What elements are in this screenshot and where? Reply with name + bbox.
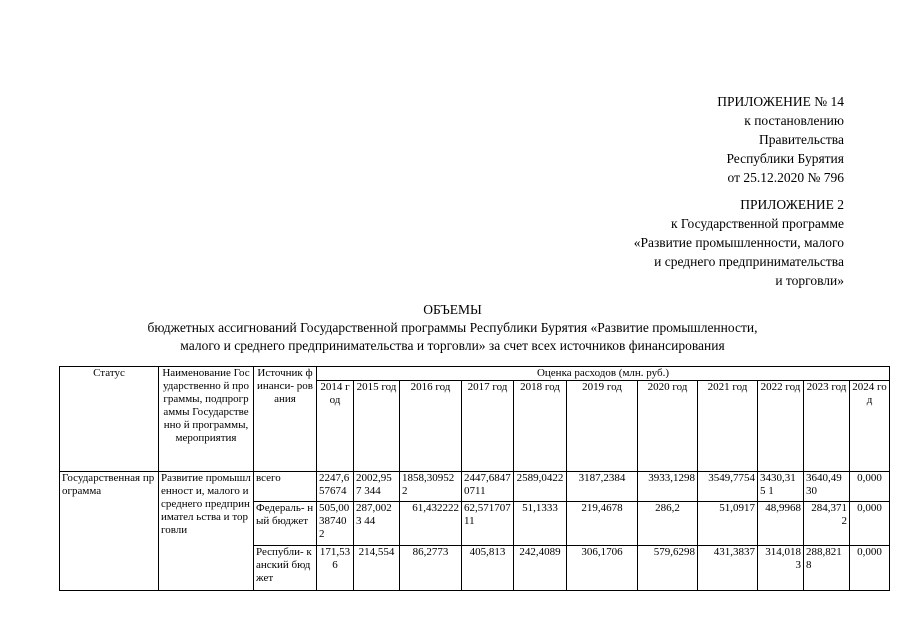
value-cell: 242,4089	[514, 546, 567, 591]
value-cell: 314,0183	[758, 546, 804, 591]
year-header: 2015 год	[354, 381, 400, 472]
source-cell: Федераль- ный бюджет	[254, 502, 317, 546]
appendix-14-line: Республики Бурятия	[726, 151, 844, 166]
value-cell: 0,000	[850, 546, 890, 591]
appendix-2-block	[634, 195, 844, 290]
year-header: 2017 год	[462, 381, 514, 472]
source-cell: Республи- канский бюджет	[254, 546, 317, 591]
header-estimate: Оценка расходов (млн. руб.)	[317, 367, 890, 381]
year-header: 2018 год	[514, 381, 567, 472]
value-cell: 214,554	[354, 546, 400, 591]
value-cell: 86,2773	[400, 546, 462, 591]
appendix-2-line: и среднего предпринимательства	[654, 254, 844, 269]
value-cell: 287,0023 44	[354, 502, 400, 546]
year-header: 2016 год	[400, 381, 462, 472]
value-cell: 3430,315 1	[758, 472, 804, 502]
appendix-2-line: и торговли»	[775, 273, 844, 288]
value-cell: 284,3712	[804, 502, 850, 546]
value-cell: 286,2	[638, 502, 698, 546]
value-cell: 219,4678	[567, 502, 638, 546]
value-cell: 48,9968	[758, 502, 804, 546]
title-line: малого и среднего предпринимательства и торговли» за счет всех источников финансирования	[180, 338, 725, 353]
value-cell: 3549,7754	[698, 472, 758, 502]
header-source: Источник финанси- рования	[254, 367, 317, 472]
table-row	[60, 472, 890, 502]
value-cell: 0,000	[850, 472, 890, 502]
budget-table	[59, 366, 890, 591]
year-header: 2019 год	[567, 381, 638, 472]
document-title	[0, 301, 905, 355]
value-cell: 3933,1298	[638, 472, 698, 502]
value-cell: 3640,49 30	[804, 472, 850, 502]
appendix-14-heading: ПРИЛОЖЕНИЕ № 14	[717, 94, 844, 109]
value-cell: 171,53 6	[317, 546, 354, 591]
value-cell: 62,571707 11	[462, 502, 514, 546]
title-line: бюджетных ассигнований Государственной программы Республики Бурятия «Развитие промышленности,	[147, 320, 758, 335]
year-header: 2022 год	[758, 381, 804, 472]
value-cell: 1858,30952 2	[400, 472, 462, 502]
appendix-14-line: Правительства	[759, 132, 844, 147]
appendix-2-heading: ПРИЛОЖЕНИЕ 2	[740, 197, 844, 212]
header-status: Статус	[60, 367, 159, 472]
header-program-name: Наименование Государственно й программы, подпрограммы Государственно й программы, мероприятия	[159, 367, 254, 472]
year-header: 2020 год	[638, 381, 698, 472]
value-cell: 431,3837	[698, 546, 758, 591]
value-cell: 3187,2384	[567, 472, 638, 502]
appendix-2-line: к Государственной программе	[670, 216, 844, 231]
value-cell: 306,1706	[567, 546, 638, 591]
value-cell: 0,000	[850, 502, 890, 546]
value-cell: 405,813	[462, 546, 514, 591]
value-cell: 579,6298	[638, 546, 698, 591]
year-header: 2023 год	[804, 381, 850, 472]
value-cell: 51,0917	[698, 502, 758, 546]
appendix-14-block	[717, 92, 844, 187]
value-cell: 2247,6 57674	[317, 472, 354, 502]
appendix-2-line: «Развитие промышленности, малого	[633, 235, 844, 250]
program-name-cell: Развитие промышленност и, малого и среднего предпринимател ьства и торговли	[159, 472, 254, 591]
title-heading: ОБЪЕМЫ	[423, 302, 482, 317]
status-cell: Государственная программа	[60, 472, 159, 591]
value-cell: 288,821 8	[804, 546, 850, 591]
value-cell: 61,432222	[400, 502, 462, 546]
year-header: 2014 год	[317, 381, 354, 472]
value-cell: 505,00 387402	[317, 502, 354, 546]
value-cell: 2002,957 344	[354, 472, 400, 502]
table-header-row	[60, 367, 890, 381]
year-header: 2024 год	[850, 381, 890, 472]
year-header: 2021 год	[698, 381, 758, 472]
appendix-14-date: от 25.12.2020 № 796	[727, 170, 844, 185]
value-cell: 2589,0422	[514, 472, 567, 502]
source-cell: всего	[254, 472, 317, 502]
appendix-14-line: к постановлению	[744, 113, 844, 128]
value-cell: 2447,6847 0711	[462, 472, 514, 502]
value-cell: 51,1333	[514, 502, 567, 546]
